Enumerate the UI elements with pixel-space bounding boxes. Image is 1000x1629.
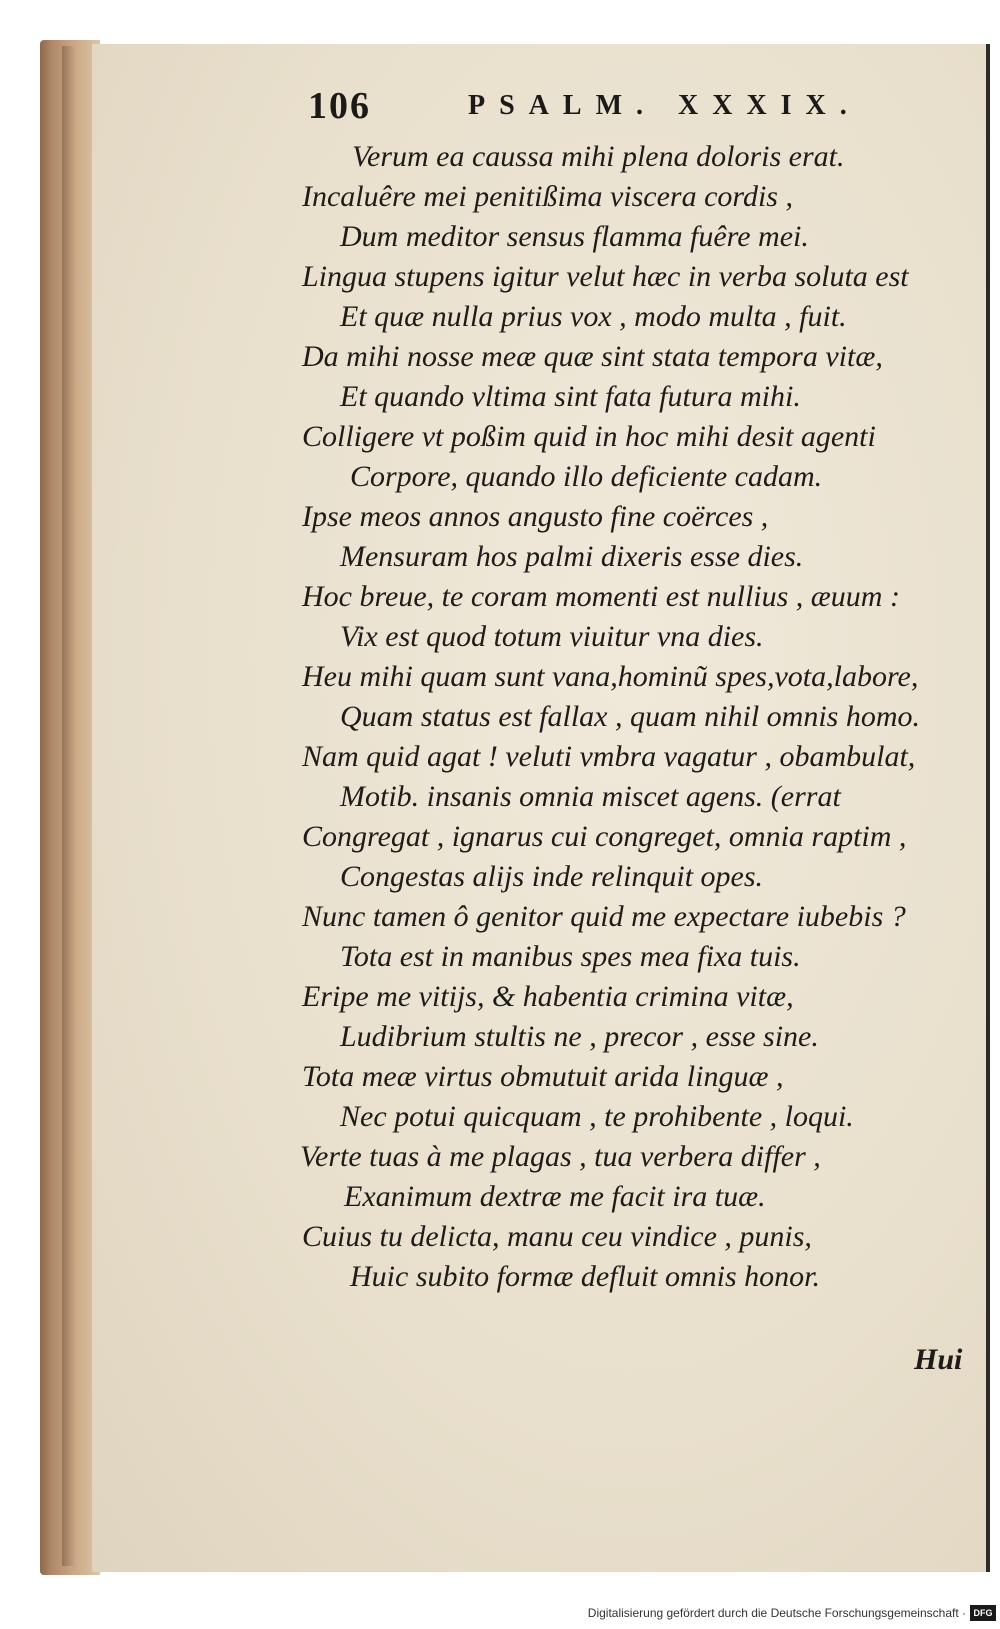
- verse-line: Tota meæ virtus obmutuit arida linguæ ,: [302, 1060, 784, 1093]
- verse-line: Dum meditor sensus flamma fuêre mei.: [340, 220, 809, 253]
- catchword: Hui: [914, 1343, 963, 1376]
- verse-line: Quam status est fallax , quam nihil omnis homo.: [340, 700, 921, 733]
- book-shadow: [62, 46, 76, 1566]
- verse-line: Mensuram hos palmi dixeris esse dies.: [340, 540, 804, 573]
- verse-line: Ipse meos annos angusto fine coërces ,: [302, 500, 769, 533]
- dfg-logo: DFG: [970, 1605, 996, 1621]
- digitization-credit: Digitalisierung gefördert durch die Deutsche Forschungsgemeinschaft ·: [587, 1606, 966, 1620]
- verse-line: Corpore, quando illo deficiente cadam.: [350, 460, 823, 493]
- verse-line: Lingua stupens igitur velut hæc in verba soluta est: [302, 260, 909, 293]
- verse-line: Congestas alijs inde relinquit opes.: [340, 860, 764, 893]
- verse-line: Ludibrium stultis ne , precor , esse sine.: [340, 1020, 819, 1053]
- verse-line: Verte tuas à me plagas , tua verbera differ ,: [300, 1140, 821, 1173]
- page-header: [308, 84, 908, 132]
- verse-line: Colligere vt poßim quid in hoc mihi desit agenti: [302, 420, 876, 453]
- verse-line: Tota est in manibus spes mea fixa tuis.: [340, 940, 801, 973]
- verse-line: Nunc tamen ô genitor quid me expectare iubebis ?: [302, 900, 906, 933]
- verse-line: Cuius tu delicta, manu ceu vindice , punis,: [302, 1220, 812, 1253]
- verse-line: Congregat , ignarus cui congreget, omnia raptim ,: [302, 820, 907, 853]
- page-number: 106: [308, 85, 371, 127]
- verse-line: Exanimum dextræ me facit ira tuæ.: [344, 1180, 766, 1213]
- verse-line: Huic subito formæ defluit omnis honor.: [350, 1260, 821, 1293]
- verse-line: Incaluêre mei penitißima viscera cordis ,: [302, 180, 793, 213]
- verse-line: Vix est quod totum viuitur vna dies.: [340, 620, 764, 653]
- verse-line: Verum ea caussa mihi plena doloris erat.: [352, 140, 845, 173]
- verse-line: Eripe me vitijs, & habentia crimina vitæ,: [302, 980, 794, 1013]
- verse-line: Nam quid agat ! veluti vmbra vagatur , obambulat,: [302, 740, 916, 773]
- footer-bar: [0, 1600, 1000, 1629]
- page-right-edge: [986, 44, 990, 1572]
- verse-line: Et quæ nulla prius vox , modo multa , fuit.: [340, 300, 847, 333]
- verse-line: Nec potui quicquam , te prohibente , loqui.: [340, 1100, 854, 1133]
- running-title: PSALM. XXXIX.: [468, 90, 861, 121]
- verse-line: Hoc breue, te coram momenti est nullius , æuum :: [302, 580, 900, 613]
- verse-line: Da mihi nosse meæ quæ sint stata tempora vitæ,: [302, 340, 883, 373]
- verse-line: Motib. insanis omnia miscet agens. (errat: [340, 780, 841, 813]
- verse-line: Et quando vltima sint fata futura mihi.: [340, 380, 801, 413]
- verse-line: Heu mihi quam sunt vana,hominũ spes,vota,labore,: [302, 660, 919, 693]
